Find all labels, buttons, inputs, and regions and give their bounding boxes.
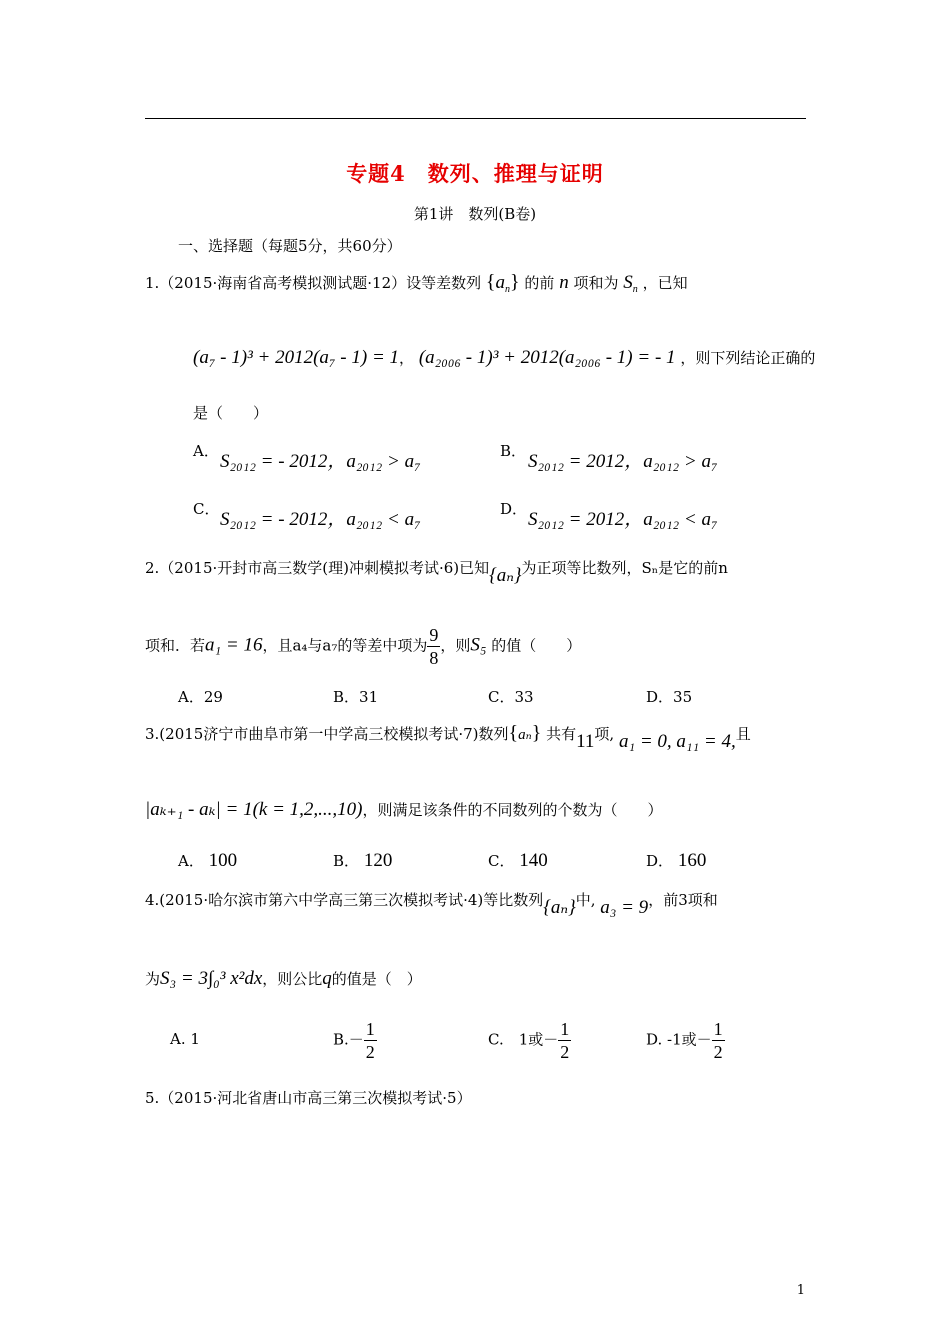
q2-option-c-text: 33	[514, 688, 534, 706]
q4-seq: {aₙ}	[543, 897, 576, 918]
q4-stem: 4.(2015·哈尔滨市第六中学高三第三次模拟考试·4)等比数列	[145, 891, 544, 909]
q3-abs-expr: |aₖ₊₁ - aₖ| = 1(k = 1,2,...,10)	[145, 799, 363, 820]
q1-S-sub: n	[632, 284, 638, 295]
q3-option-b	[333, 850, 392, 872]
q2-line2b: ，且a₄与a₇的等差中项为	[262, 636, 428, 655]
q3-option-a-label: A．	[178, 852, 204, 870]
q2-option-b	[333, 686, 378, 707]
q2-stem-line	[145, 556, 728, 586]
q4-option-c-text: 1或－	[518, 1030, 559, 1049]
q4-q: q	[322, 968, 332, 989]
q2-option-d-text: 35	[673, 688, 693, 706]
q4-option-d-label: D.	[646, 1030, 663, 1049]
q2-option-d-label: D．	[646, 688, 674, 706]
q5-stem: 5.（2015·河北省唐山市高三第三次模拟考试·5）	[145, 1089, 472, 1107]
q3-stem: 3.(2015济宁市曲阜市第一中学高三校模拟考试·7)数列	[145, 725, 509, 743]
left-brace: {	[508, 722, 519, 744]
q2-option-a-text: 29	[203, 688, 223, 706]
q2-S5: S₅	[470, 634, 487, 656]
q4-option-c	[488, 1020, 571, 1061]
right-brace: }	[531, 722, 542, 744]
q1-mid1: 的前	[524, 274, 555, 292]
q4-tail: ，前3项和	[648, 891, 718, 909]
q3-seq: aₙ	[518, 727, 532, 743]
q2-option-b-text: 31	[359, 688, 379, 706]
q4-option-a-text: 1	[190, 1030, 200, 1048]
q4-option-c-frac	[558, 1020, 571, 1061]
q1-option-b: S₂₀₁₂ = 2012，a₂₀₁₂ > a₇	[528, 451, 718, 472]
q4-integral: S₃ = 3∫₀³ x²dx	[160, 968, 263, 989]
q3-mid2: 项,	[594, 725, 615, 743]
q1-option-a: S₂₀₁₂ = - 2012，a₂₀₁₂ > a₇	[220, 451, 421, 472]
q3-mid: 共有	[546, 725, 577, 743]
q2-line2d: 的值（ ）	[491, 636, 582, 655]
q2-tail: 为正项等比数列，Sₙ是它的前n	[521, 559, 728, 577]
left-brace: {	[485, 271, 496, 293]
q4-line2c: 的值是（ ）	[331, 970, 422, 988]
q4-option-d-den: 2	[713, 1042, 723, 1062]
q2-fraction	[427, 626, 440, 667]
q3-option-b-text: 120	[363, 850, 393, 871]
q1-eq1: (a₇ - 1)³ + 2012(a₇ - 1) = 1	[193, 347, 400, 368]
q2-option-d	[646, 686, 692, 707]
q2-frac-num: 9	[429, 625, 439, 645]
q3-option-d-label: D．	[646, 852, 674, 870]
q2-option-a	[178, 686, 223, 707]
q4-option-c-den: 2	[560, 1042, 570, 1062]
q2-option-c	[488, 686, 534, 707]
q3-option-a-text: 100	[208, 850, 238, 871]
chapter-title: 专题4 数列、推理与证明	[346, 161, 604, 186]
q4-option-d-frac	[712, 1020, 725, 1061]
q1-stem-line	[145, 271, 688, 295]
q3-option-d	[646, 850, 706, 872]
q2-option-b-label: B．	[333, 688, 360, 706]
q4-option-b-num: 1	[365, 1019, 375, 1039]
q1-option-d: S₂₀₁₂ = 2012，a₂₀₁₂ < a₇	[528, 509, 718, 530]
q2-line2a: 项和．若	[145, 636, 206, 655]
q4-option-a	[170, 1030, 200, 1048]
q3-stem-line	[145, 722, 751, 752]
q1-S: S	[623, 272, 633, 293]
q4-option-b-label: B.－	[333, 1030, 364, 1049]
q1-equation-line: (a₇ - 1)³ + 2012(a₇ - 1) = 1， (a₂₀₀₆ - 1)³ + 2012(a₂₀₀₆ - 1) = - 1 ，则下列结论正确的	[193, 347, 816, 368]
q3-line2b: ，则满足该条件的不同数列的个数为（ ）	[362, 801, 663, 819]
q1-seq: a	[495, 272, 506, 293]
q3-option-d-text: 160	[677, 850, 707, 871]
right-brace: }	[510, 271, 520, 293]
lesson-subtitle: 第1讲 数列(B卷)	[413, 205, 537, 223]
q1-after-eq: ，则下列结论正确的	[680, 349, 816, 367]
header-rule	[145, 118, 806, 119]
q1-option-a-label: A．	[193, 442, 219, 460]
q1-option-d-label: D．	[500, 500, 528, 518]
q4-option-d-num: 1	[713, 1019, 723, 1039]
q3-option-c-text: 140	[519, 850, 548, 871]
q4-option-d	[646, 1020, 725, 1061]
q2-line2	[145, 626, 581, 667]
q3-tail: 且	[735, 725, 751, 743]
q2-cond: a₁ = 16	[205, 634, 263, 656]
page-number: 1	[796, 1283, 805, 1298]
q1-option-b-label: B．	[500, 442, 527, 460]
q1-option-c: S₂₀₁₂ = - 2012，a₂₀₁₂ < a₇	[220, 509, 421, 530]
q4-cond: a₃ = 9	[600, 897, 649, 918]
q3-option-a	[178, 850, 237, 872]
q4-option-d-text: -1或－	[667, 1030, 712, 1049]
q4-line2a: 为	[145, 970, 161, 988]
q2-stem: 2.（2015·开封市高三数学(理)冲刺模拟考试·6)已知	[145, 559, 490, 577]
q1-n: n	[559, 272, 569, 293]
q4-option-b	[333, 1020, 377, 1061]
q4-option-c-label: C.	[488, 1030, 504, 1049]
q3-option-c	[488, 850, 548, 872]
q4-option-c-num: 1	[560, 1019, 570, 1039]
q3-count: 11	[576, 731, 595, 752]
q3-cond: a₁ = 0, a₁₁ = 4,	[618, 731, 736, 752]
q3-option-c-label: C．	[488, 852, 515, 870]
q3-line2	[145, 798, 663, 821]
section-heading: 一、选择题（每题5分，共60分）	[178, 237, 402, 255]
q1-mid2: 项和为	[573, 274, 619, 292]
q1-tail: ，已知	[642, 274, 688, 292]
q2-line2c: ，则	[440, 636, 471, 655]
q2-option-a-label: A．	[178, 688, 204, 706]
q3-option-b-label: B．	[333, 852, 360, 870]
q2-option-c-label: C．	[488, 688, 515, 706]
q4-option-b-den: 2	[365, 1042, 375, 1062]
q4-mid: 中,	[575, 891, 596, 909]
q1-line3: 是（ ）	[193, 404, 269, 422]
q2-seq: {aₙ}	[489, 565, 522, 586]
q2-frac-den: 8	[429, 648, 439, 668]
q4-line2	[145, 968, 422, 990]
q1-stem: 1.（2015·海南省高考模拟测试题·12）设等差数列	[145, 274, 482, 292]
q1-seq-sub: n	[505, 284, 511, 295]
q4-stem-line	[145, 888, 718, 918]
q1-option-c-label: C．	[193, 500, 220, 518]
q4-option-a-label: A.	[170, 1030, 186, 1048]
q1-eq2: (a₂₀₀₆ - 1)³ + 2012(a₂₀₀₆ - 1) = - 1	[418, 347, 676, 368]
q4-option-b-frac	[364, 1020, 377, 1061]
q4-line2b: ，则公比	[262, 970, 323, 988]
